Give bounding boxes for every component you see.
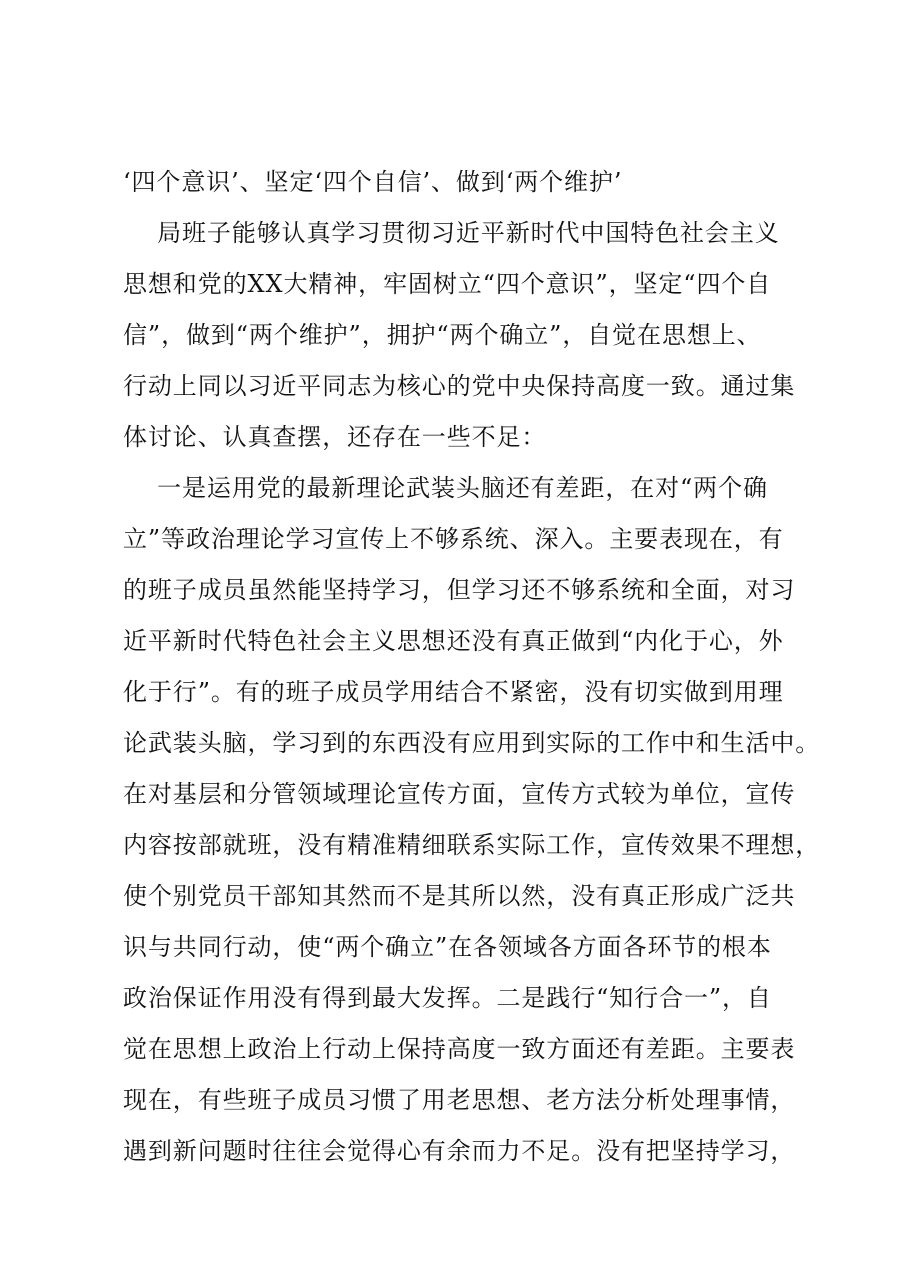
text-line: 体讨论、认真查摆，还存在一些不足： <box>123 423 547 451</box>
text-line: 行动上同以习近平同志为核心的党中央保持高度一致。通过集 <box>123 372 796 400</box>
text-line: 立”等政治理论学习宣传上不够系统、深入。主要表现在，有 <box>123 525 784 553</box>
text-line: 化于行”。有的班子成员学用结合不紧密，没有切实做到用理 <box>123 678 784 706</box>
text-line: 一是运用党的最新理论武装头脑还有差距，在对“两个确 <box>123 474 768 502</box>
text-line: 的班子成员虽然能坚持学习，但学习还不够系统和全面，对习 <box>123 576 796 604</box>
text-line: 现在，有些班子成员习惯了用老思想、老方法分析处理事情， <box>123 1086 796 1114</box>
text-line: 论武装头脑，学习到的东西没有应用到实际的工作中和生活中。 <box>123 729 821 757</box>
text-line: 局班子能够认真学习贯彻习近平新时代中国特色社会主义 <box>123 219 780 247</box>
text-line: 内容按部就班，没有精准精细联系实际工作，宣传效果不理想， <box>123 831 821 859</box>
text-line: 遇到新问题时往往会觉得心有余而力不足。没有把坚持学习， <box>123 1137 796 1165</box>
text-line: 使个别党员干部知其然而不是其所以然，没有真正形成广泛共 <box>123 882 796 910</box>
text-line: 近平新时代特色社会主义思想还没有真正做到“内化于心，外 <box>123 627 784 655</box>
text-line: 思想和党的XX大精神，牢固树立“四个意识”，坚定“四个自 <box>123 270 772 298</box>
text-line: 识与共同行动，使“两个确立”在各领域各方面各环节的根本 <box>123 933 772 961</box>
text-line: 信”，做到“两个维护”，拥护“两个确立”，自觉在思想上、 <box>123 321 762 349</box>
text-line: 觉在思想上政治上行动上保持高度一致方面还有差距。主要表 <box>123 1035 796 1063</box>
text-line: 政治保证作用没有得到最大发挥。二是践行“知行合一”，自 <box>123 984 772 1012</box>
text-line: 在对基层和分管领域理论宣传方面，宣传方式较为单位，宣传 <box>123 780 796 808</box>
text-line: ‘四个意识’、坚定‘四个自信’、做到‘两个维护’ <box>123 168 623 196</box>
